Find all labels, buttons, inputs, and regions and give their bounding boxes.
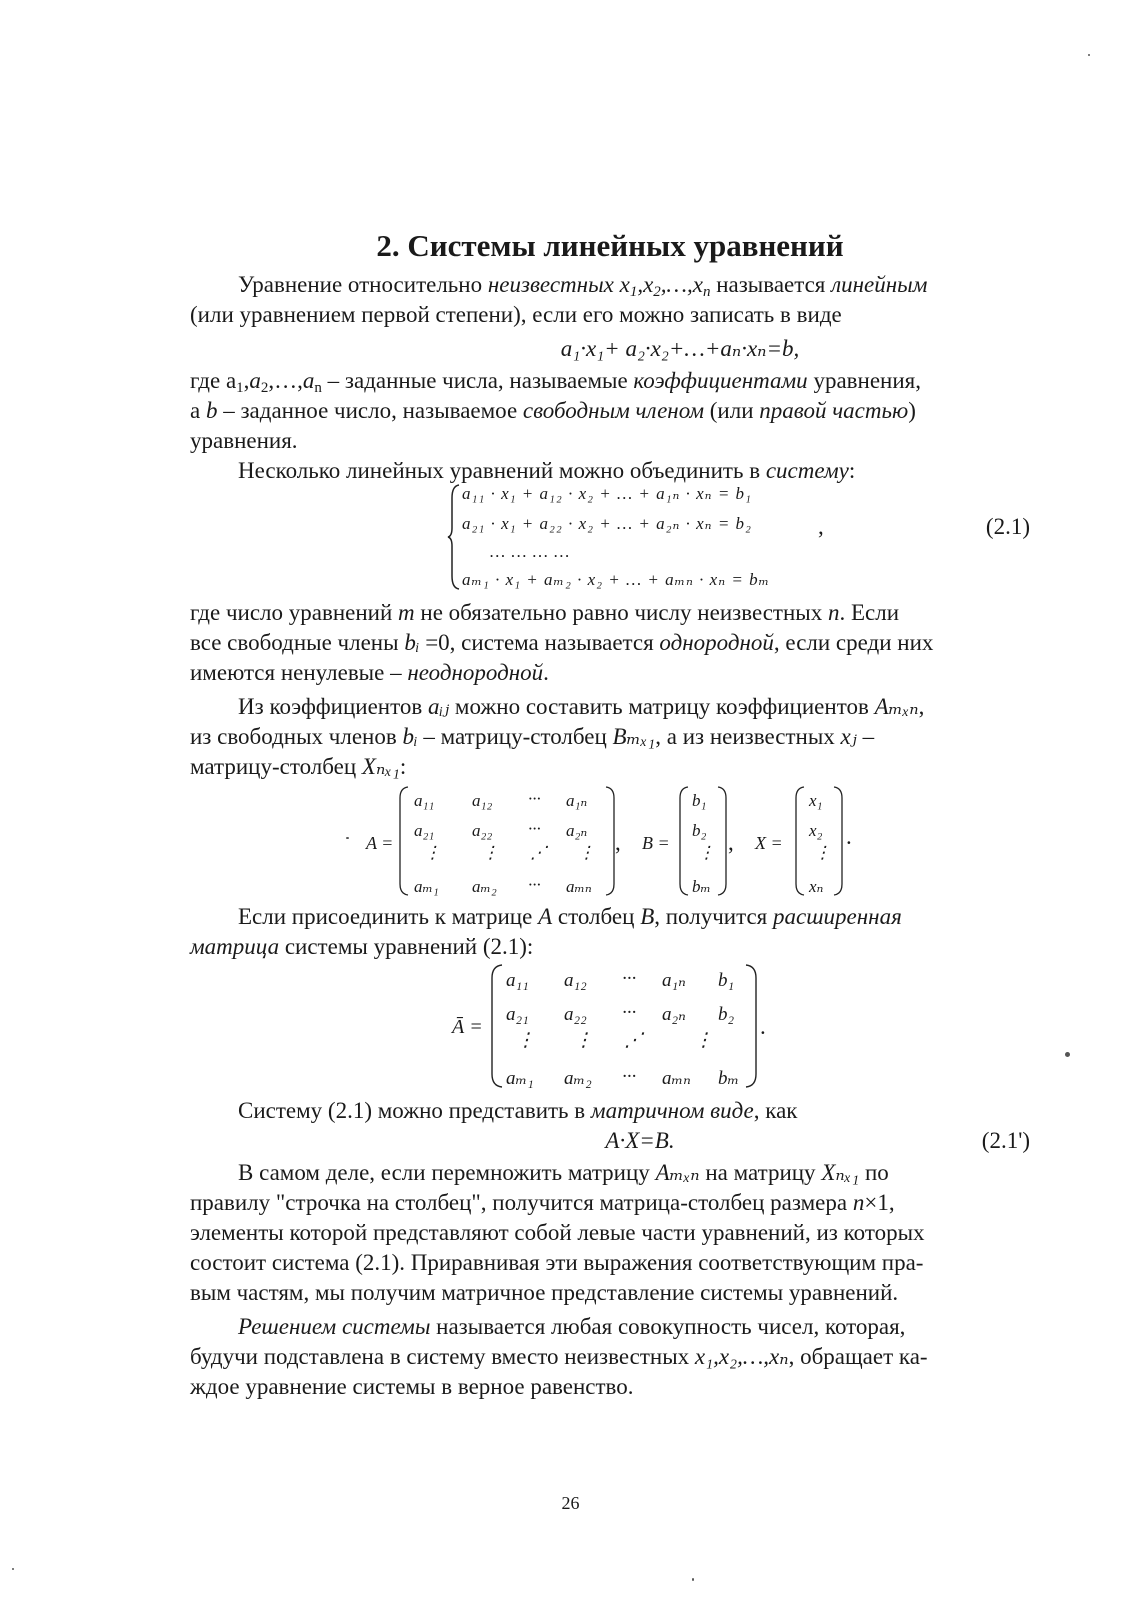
left-brace-icon xyxy=(447,484,461,590)
system-row: a₁₁ · x₁ + a₁₂ · x₂ + … + a₁ₙ · xₙ = b₁ xyxy=(462,484,752,503)
matrix-cell: b₁ xyxy=(718,970,735,991)
matrix-cell: a₁₁ xyxy=(414,791,435,810)
text-run-italic: Bₘₓ₁ xyxy=(612,724,656,749)
paragraph-multiplication-l5: вым частям, мы получим матричное представление системы уравнений. xyxy=(190,1280,899,1305)
right-paren-icon xyxy=(744,964,758,1088)
text-run: из свободных членов xyxy=(190,724,403,749)
paragraph-multiplication-l3: элементы которой представляют собой левые части уравнений, из которых xyxy=(190,1220,925,1245)
text-run-italic: Aₘₓₙ xyxy=(655,1160,700,1185)
paragraph-homogeneous xyxy=(190,598,1030,628)
matrix-cell: x₁ xyxy=(809,791,823,810)
paragraph-matrices-l3 xyxy=(190,752,1030,782)
matrix-cell: b₂ xyxy=(718,1004,735,1025)
text-run-italic: неоднородной xyxy=(407,660,544,685)
matrix-cell: a₁ₙ xyxy=(566,791,588,810)
extended-matrix-label: Ā = xyxy=(452,1016,483,1038)
scan-speck xyxy=(12,1568,14,1570)
system-row: a₂₁ · x₁ + a₂₂ · x₂ + … + a₂ₙ · xₙ = b₂ xyxy=(462,514,752,533)
matrix-cell: ⋮ xyxy=(698,843,715,862)
text-run-italic: bᵢ xyxy=(404,630,420,655)
text-run: имеются ненулевые – xyxy=(190,660,408,685)
text-run: , а из неизвестных xyxy=(655,724,841,749)
text-run: столбец xyxy=(552,904,641,929)
matrix-separator: , xyxy=(728,830,734,855)
matrix-cell: a₂ₙ xyxy=(662,1004,686,1025)
text-run-italic: систему xyxy=(765,458,849,483)
matrix-cell: ⋮ xyxy=(814,843,831,862)
matrix-cell: b₂ xyxy=(692,821,707,840)
text-run: , xyxy=(918,694,925,719)
text-run: ) xyxy=(908,398,916,423)
text-run: . xyxy=(543,660,549,685)
matrix-cell: a₂₂ xyxy=(564,1004,587,1025)
text-run: – матрицу-столбец xyxy=(417,724,613,749)
text-run: на матрицу xyxy=(699,1160,822,1185)
text-run: Систему (2.1) можно представить в xyxy=(238,1098,591,1123)
paragraph-multiplication-l2 xyxy=(190,1188,1030,1218)
matrix-cell: bₘ xyxy=(692,877,711,896)
matrix-cell: ⋰ xyxy=(530,843,547,862)
text-run: , как xyxy=(753,1098,798,1123)
text-run-italic: расширенная xyxy=(772,904,902,929)
text-run: называется любая совокупность чисел, которая, xyxy=(430,1314,906,1339)
paragraph-matrices xyxy=(190,692,1030,722)
matrix-x-label: X = xyxy=(755,833,783,853)
matrix-cell: a₁ₙ xyxy=(662,970,686,991)
paragraph-homogeneous-l2 xyxy=(190,628,1030,658)
text-run-italic: x₁,x₂,…,xₙ xyxy=(694,1344,789,1369)
text-run: – xyxy=(856,724,875,749)
left-paren-icon xyxy=(490,964,504,1088)
text-run-italic: коэффициентами xyxy=(633,368,808,393)
paragraph-equations-word: уравнения. xyxy=(190,428,298,453)
system-comma: , xyxy=(818,514,824,539)
scan-speck xyxy=(1065,1052,1070,1057)
matrix-cell: a₁₂ xyxy=(472,791,493,810)
equation-matrix-form: A·X=B. xyxy=(605,1128,675,1153)
matrix-cell: bₘ xyxy=(718,1068,740,1089)
text-run-italic: правой частью xyxy=(759,398,909,423)
text-run-italic: свободным членом xyxy=(522,398,705,423)
matrix-separator: , xyxy=(615,830,621,855)
matrix-cell: x₂ xyxy=(809,821,823,840)
matrix-a-label: A = xyxy=(366,833,394,853)
paragraph-matrices-l2 xyxy=(190,722,1030,752)
matrix-cell: ⋮ xyxy=(574,1030,593,1051)
text-run-italic: n xyxy=(852,1190,865,1215)
text-run-italic: Aₘₓₙ xyxy=(874,694,919,719)
matrix-cell: ⋮ xyxy=(424,843,441,862)
text-run: все свободные члены xyxy=(190,630,405,655)
paragraph-linear-equation: Уравнение относительно неизвестных $x_1,x_2,\dots,x_n$ называется линейным xyxy=(238,272,928,300)
text-run: Из коэффициентов xyxy=(238,694,428,719)
paragraph-coefficients: где $a_1,a_2,\dots,a_n$ – заданные числа, называемые коэффициентами уравнения, xyxy=(190,368,921,396)
left-paren-icon xyxy=(678,786,690,896)
matrix-cell: a₂₁ xyxy=(414,821,435,840)
matrix-cell: a₁₂ xyxy=(564,970,587,991)
matrix-cell: ··· xyxy=(528,819,541,838)
text-run-italic: матричном виде xyxy=(590,1098,754,1123)
text-run: : xyxy=(848,458,856,483)
text-run: , если среди них xyxy=(773,630,934,655)
matrix-cell: aₘ₁ xyxy=(414,877,439,896)
text-run: =0, система называется xyxy=(419,630,660,655)
right-paren-icon xyxy=(716,786,728,896)
scan-speck xyxy=(346,837,349,839)
left-paren-icon xyxy=(794,786,806,896)
text-run: где a xyxy=(190,368,237,393)
scan-speck xyxy=(692,1578,694,1581)
text-run: , обращает ка- xyxy=(788,1344,928,1369)
matrix-cell: ··· xyxy=(622,1066,637,1087)
scan-speck xyxy=(1088,54,1090,56)
text-run-italic: однородной xyxy=(659,630,774,655)
matrix-cell: ··· xyxy=(622,1002,637,1023)
text-run-italic: n xyxy=(828,600,840,625)
text-run: : xyxy=(399,754,407,779)
text-run: Если присоединить к матрице xyxy=(238,904,539,929)
text-run-italic: Xₙₓ₁ xyxy=(361,754,400,779)
text-run: , получится xyxy=(654,904,773,929)
text-run: – заданное число, называемое xyxy=(217,398,523,423)
text-run-italic: m xyxy=(398,600,415,625)
equation-number: (2.1) xyxy=(985,514,1030,539)
text-run-italic: B xyxy=(640,904,655,929)
section-heading: 2. Системы линейных уравнений xyxy=(376,228,844,263)
matrix-cell: ··· xyxy=(528,875,541,894)
right-paren-icon xyxy=(832,786,844,896)
system-row: aₘ₁ · x₁ + aₘ₂ · x₂ + … + aₘₙ · xₙ = bₘ xyxy=(462,570,771,589)
matrix-cell: a₂ₙ xyxy=(566,821,588,840)
text-run-italic: aᵢⱼ xyxy=(427,694,450,719)
matrix-cell: ··· xyxy=(622,968,637,989)
text-run: Несколько линейных уравнений можно объединить в xyxy=(238,458,766,483)
paragraph-extended-matrix-l2 xyxy=(190,932,1030,962)
text-run-italic: неизвестных x xyxy=(487,272,630,297)
text-run-italic: A xyxy=(538,904,553,929)
text-run: . Если xyxy=(839,600,900,625)
text-run-italic: линейным xyxy=(831,272,928,297)
text-run: – заданные числа, называемые xyxy=(321,368,634,393)
text-run: уравнения, xyxy=(807,368,921,393)
matrix-end: . xyxy=(846,824,852,849)
text-run-italic: ,…,x xyxy=(660,272,703,297)
paragraph-homogeneous-l3 xyxy=(190,658,1030,688)
text-run: правилу "строчка на столбец", получится матрица-столбец размера xyxy=(190,1190,853,1215)
paragraph-linear-equation-cont: (или уравнением первой степени), если его можно записать в виде xyxy=(190,302,842,327)
text-run: В самом деле, если перемножить матрицу xyxy=(238,1160,656,1185)
equation-number: (2.1') xyxy=(981,1128,1030,1153)
paragraph-solution-l2 xyxy=(190,1342,1030,1372)
paragraph-extended-matrix xyxy=(190,902,1030,932)
text-run-italic: xⱼ xyxy=(840,724,857,749)
text-run: (или xyxy=(704,398,760,423)
system-row: … … … … xyxy=(490,542,571,561)
text-run: не обязательно равно числу неизвестных xyxy=(414,600,828,625)
paragraph-multiplication-l4: состоит система (2.1). Приравнивая эти выражения соответствующим пра- xyxy=(190,1250,924,1275)
matrix-cell: ⋮ xyxy=(516,1030,535,1051)
text-run: системы уравнений (2.1): xyxy=(279,934,534,959)
text-run: будучи подставлена в систему вместо неизвестных xyxy=(190,1344,695,1369)
matrix-end: . xyxy=(760,1014,766,1039)
matrix-cell: ⋮ xyxy=(694,1030,713,1051)
text-run: Уравнение относительно xyxy=(238,272,488,297)
matrix-cell: aₘ₂ xyxy=(472,877,497,896)
equation-linear: a₁·x₁+ a₂·x₂+…+aₙ·xₙ=b, xyxy=(560,336,800,361)
page-number: 26 xyxy=(561,1493,580,1513)
matrix-b-label: B = xyxy=(642,833,670,853)
text-run-italic: ,x xyxy=(637,272,654,297)
matrix-cell: a₂₁ xyxy=(506,1004,529,1025)
text-run: называется xyxy=(710,272,832,297)
text-run-italic: b xyxy=(205,398,218,423)
text-run: где число уравнений xyxy=(190,600,399,625)
left-paren-icon xyxy=(398,786,410,896)
matrix-cell: ⋮ xyxy=(482,843,499,862)
text-run: матрицу-столбец xyxy=(190,754,362,779)
text-run-italic: Решением системы xyxy=(238,1314,431,1339)
text-run: а xyxy=(190,398,206,423)
matrix-cell: a₁₁ xyxy=(506,970,529,991)
matrix-cell: aₘₙ xyxy=(566,877,592,896)
paragraph-multiplication xyxy=(190,1158,1030,1188)
text-run: можно составить матрицу коэффициентов xyxy=(449,694,875,719)
paragraph-free-term xyxy=(190,396,1030,426)
matrix-cell: aₘₙ xyxy=(662,1068,691,1089)
text-run: по xyxy=(859,1160,889,1185)
matrix-cell: ··· xyxy=(528,789,541,808)
matrix-cell: ⋰ xyxy=(624,1030,643,1051)
matrix-cell: a₂₂ xyxy=(472,821,493,840)
text-run: ×1, xyxy=(864,1190,895,1215)
text-run-italic: bᵢ xyxy=(402,724,418,749)
matrix-cell: b₁ xyxy=(692,791,707,810)
paragraph-solution xyxy=(190,1312,1030,1342)
matrix-cell: ⋮ xyxy=(578,843,595,862)
text-run-italic: Xₙₓ₁ xyxy=(821,1160,860,1185)
paragraph-matrix-form xyxy=(190,1096,1030,1126)
paragraph-solution-l3: ждое уравнение системы в верное равенство. xyxy=(190,1374,634,1399)
text-run-italic: матрица xyxy=(190,934,280,959)
matrix-cell: xₙ xyxy=(809,877,824,896)
matrix-cell: aₘ₁ xyxy=(506,1068,534,1089)
matrix-cell: aₘ₂ xyxy=(564,1068,592,1089)
